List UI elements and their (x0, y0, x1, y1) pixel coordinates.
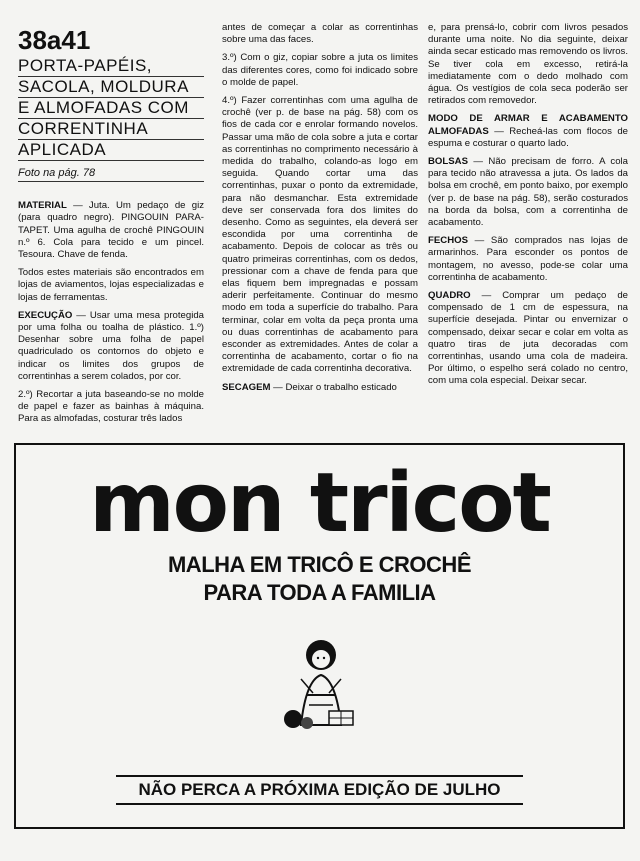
material-label: MATERIAL (18, 200, 67, 212)
article-number: 38a41 (18, 25, 91, 55)
title-line: PORTA-PAPÉIS, (18, 56, 204, 77)
execucao-text: — Usar uma mesa protegida por uma folha ou toalha de plástico. 1.º) Desenhar sobre uma folha de papel quadriculado os contornos do objeto e indicar os limites dos grupos de correntinhas a serem colados, por cor. (18, 309, 204, 382)
col3-p1: e, para prensá-lo, cobrir com livros pesados durante uma noite. No dia seguinte, deixar ainda secar esticado mas removendo os livros. Se tiver cola em excesso, retirá-la imediatamente com o dedo molhado com água. Os vestígios de cola seca poderão ser retirados com removedor. (428, 22, 628, 107)
modo-text: — Recheá-las com flocos de espuma e costurar o quarto lado. (428, 125, 628, 149)
brand-logo: mon tricot (89, 456, 550, 551)
step-2: 2.º) Recortar a juta baseando-se no molde de papel e fazer as bainhas à máquina. Para as almofadas, costurar três lados (18, 389, 204, 425)
quadro-paragraph (428, 290, 628, 388)
title-line: E ALMOFADAS COM (18, 98, 204, 119)
fechos-text: — São comprados nas lojas de armarinhos. Para esconder os pontos de montagem, no avesso, pode-se colar uma correntinha de acabamento. (428, 235, 628, 283)
material-paragraph (18, 200, 204, 261)
modo-paragraph (428, 113, 628, 150)
photo-reference: Foto na pág. 78 (18, 167, 204, 182)
quadro-label: QUADRO (428, 290, 471, 302)
bolsas-label: BOLSAS (428, 156, 468, 168)
quadro-text: — Comprar um pedaço de compensado de 1 cm de espessura, na superfície desejada. Pintar ou envernizar o compensado, deixar secar e colar em volta as quatro tiras de juta decoradas com correntinhas, usando uma cola de madeira. Por último, o espelho será colado no centro, com uma cola especial. Deixar secar. (428, 290, 628, 387)
article-title (18, 56, 204, 161)
column-2 (222, 22, 418, 400)
tagline-2: PARA TODA A FAMILIA (203, 580, 436, 605)
secagem-paragraph (222, 382, 418, 394)
col2-p1: antes de começar a colar as correntinhas sobre uma das faces. (222, 22, 418, 46)
title-line: SACOLA, MOLDURA (18, 77, 204, 98)
column-1 (18, 6, 204, 432)
step-4: 4.º) Fazer correntinhas com uma agulha de crochê (ver p. de base na pág. 58) com os fios de cada cor e enrolar formando novelos. Passar uma mão de cola sobre a juta e cortar as correntinhas no comprimento necessário à medida do trabalho, colando-as logo em seguida. Quando cortar uma das correntinhas, puxar o ponto da extremidade, para não desmanchar. Esta extremidade deve ser conservada fora dos limites do desenho. Como as seguintes, ela deverá ser escondida por uma correntinha de acabamento. Depois de colocar as três ou quatro primeiras correntinhas, com os dedos, pressionar com a chave de fenda para que elas fiquem bem impregnadas e possam aderir perfeitamente. Continuar do mesmo modo em toda a superfície do trabalho. Para terminar, colar em volta da peça pronta uma ou duas correntinhas de acabamento para esconder as extremidades. Antes de colar a correntinha de acabamento, cortar o fio na extremidade de cada correntinha decorativa. (222, 95, 418, 375)
secagem-label: SECAGEM (222, 381, 271, 393)
fechos-label: FECHOS (428, 235, 468, 247)
execucao-label: EXECUÇÃO (18, 309, 73, 321)
advertisement (14, 443, 625, 829)
modo-label: MODO DE ARMAR E ACABAMENTO ALMOFADAS (428, 113, 628, 137)
column-3 (428, 22, 628, 394)
tagline-1: MALHA EM TRICÔ E CROCHÊ (167, 552, 471, 577)
step-3: 3.º) Com o giz, copiar sobre a juta os limites das diferentes cores, como foi indicado sobre o molde de papel. (222, 52, 418, 88)
materials-note: Todos estes materiais são encontrados em lojas de aviamentos, lojas especializadas e lojas de ferramentas. (18, 267, 204, 303)
execucao-paragraph (18, 310, 204, 383)
bolsas-text: — Não precisam de forro. A cola para tecido não atravessa a juta. Os lados da bolsa em crochê, em ponto baixo, por exemplo (ver p. de base na pág. 58), serão costurados na borda da bolsa, com a correntinha de acabamento. (428, 156, 628, 229)
title-line: APLICADA (18, 140, 204, 161)
bolsas-paragraph (428, 156, 628, 229)
material-text: — Juta. Um pedaço de giz (para quadro negro). PINGOUIN PARA-TAPET. Uma agulha de crochê PINGOUIN n.º 6. Cola para tecido e um pincel. Tesoura. Chave de fenda. (18, 200, 204, 261)
fechos-paragraph (428, 235, 628, 284)
knitting-woman-icon (271, 635, 371, 735)
title-line: CORRENTINHA (18, 119, 204, 140)
next-edition-banner: NÃO PERCA A PRÓXIMA EDIÇÃO DE JULHO (116, 775, 523, 805)
secagem-text: — Deixar o trabalho esticado (270, 381, 397, 393)
